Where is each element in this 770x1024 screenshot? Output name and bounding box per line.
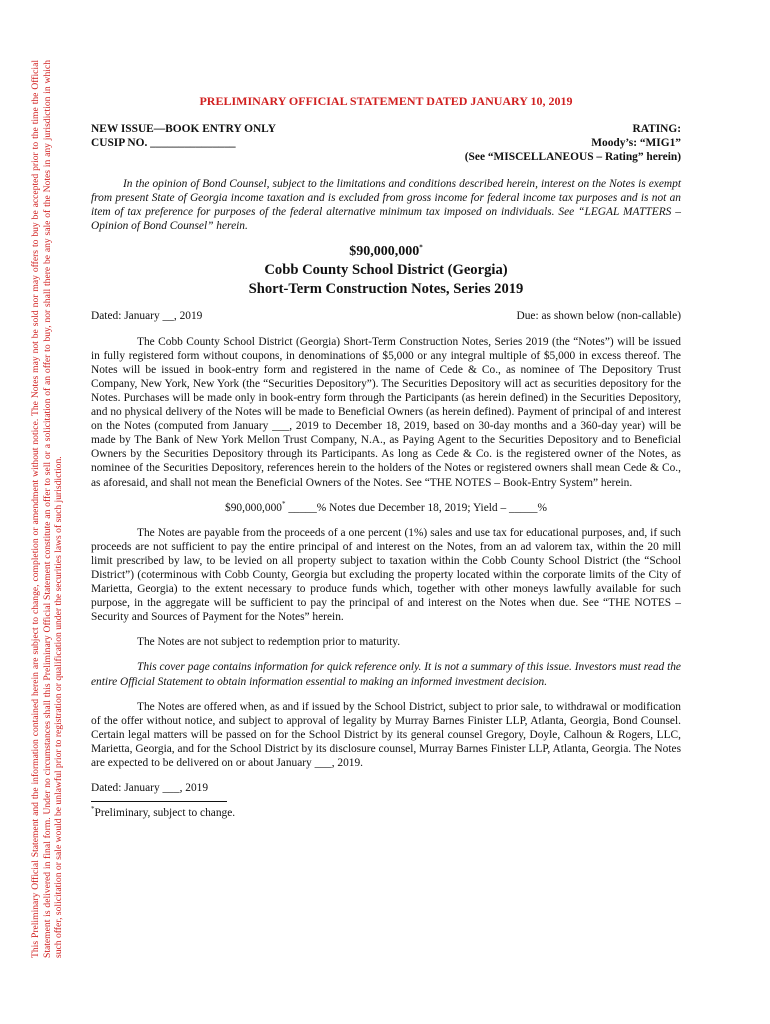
rating-reference: (See “MISCELLANEOUS – Rating” herein)	[464, 151, 681, 164]
title-block	[91, 243, 681, 299]
maturity-asterisk: *	[281, 499, 286, 508]
cusip-label: CUSIP NO. _______________	[91, 137, 236, 150]
footnote	[91, 806, 681, 820]
preliminary-asterisk: *	[419, 243, 423, 252]
preliminary-title: PRELIMINARY OFFICIAL STATEMENT DATED JANUARY 10, 2019	[199, 94, 573, 108]
footnote-marker: *	[91, 805, 95, 814]
redemption-paragraph: The Notes are not subject to redemption prior to maturity.	[137, 636, 401, 649]
bond-counsel-opinion: In the opinion of Bond Counsel, subject to the limitations and conditions described herein, interest on the Notes is exempt from present State of Georgia income taxation and is excluded from gross income for federal income tax purposes and is not an item of tax preference for purposes of the federal alternative minimum tax imposed on individuals. See “LEGAL MATTERS – Opinion of Bond Counsel” herein.	[91, 178, 681, 233]
issue-info	[91, 122, 276, 164]
maturity-amount: $90,000,000	[225, 501, 282, 514]
series-name: Short-Term Construction Notes, Series 2019	[248, 281, 524, 298]
principal-amount	[91, 243, 681, 261]
amount-text: $90,000,000	[349, 244, 420, 260]
footnote-text: Preliminary, subject to change.	[94, 807, 236, 820]
issuer-name: Cobb County School District (Georgia)	[264, 262, 508, 279]
red-legend-margin	[30, 60, 80, 958]
due-date: Due: as shown below (non-callable)	[516, 310, 681, 323]
security-paragraph: The Notes are payable from the proceeds of a one percent (1%) sales and use tax for educational purposes, and, if such proceeds are not sufficient to pay the entire principal of and interest on the Notes, from an ad valorem tax, within the 20 mill limit prescribed by law, to be levied on all property subject to taxation within the Cobb County School District (the “School District”) (coterminous with Cobb County, Georgia but excluding the property located within the corporate limits of the City of Marietta, Georgia) to the extent necessary to produce funds which, together with other moneys lawfully available for such purpose, in the aggregate will be sufficient to pay the principal of and interest on the Notes when due. See “THE NOTES – Security and Sources of Payment for the Notes” herein.	[91, 526, 681, 624]
quick-reference-paragraph: This cover page contains information for quick reference only. It is not a summary of this issue. Investors must read the entire Official Statement to obtain information essential to making an informed investment decision.	[91, 661, 681, 688]
new-issue-label: NEW ISSUE—BOOK ENTRY ONLY	[91, 123, 276, 136]
offering-paragraph: The Notes are offered when, as and if issued by the School District, subject to prior sale, to withdrawal or modification of the offer without notice, and subject to approval of legality by Murray Barnes Finister LLP, Atlanta, Georgia, Bond Counsel. Certain legal matters will be passed on for the School District by its general counsel Gregory, Doyle, Calhoun & Rogers, LLC, Marietta, Georgia, and for the School District by its disclosure counsel, Murray Barnes Finister LLP, Atlanta, Georgia. The Notes are expected to be delivered on or about January ___, 2019.	[91, 700, 681, 769]
notes-description-paragraph: The Cobb County School District (Georgia) Short-Term Construction Notes, Series 2019 (the “Notes”) will be issued in fully registered form without coupons, in denominations of $5,000 or any integral multiple of $5,000 in excess thereof. The Notes will be issued in book-entry form and registered in the name of Cede & Co., as nominee of The Depository Trust Company, New York, New York (the “Securities Depository”). The Securities Depository will act as securities depository for the Notes. Purchases will be made only in book-entry form through the Participants (as herein defined) in the Securities Depository, and no physical delivery of the Notes will be made to Beneficial Owners (as herein defined). Payment of principal of and interest on the Notes (computed from January ___, 2019 to December 18, 2019, based on 30-day months and a 360-day year) will be made by The Bank of New York Mellon Trust Company, N.A., as Paying Agent to the Securities Depository and to Beneficial Owners by the Securities Depository through its Participants. As long as Cede & Co. is the registered owner of the Notes, as nominee of the Securities Depository, references herein to the holders of the Notes or registered owners shall mean Cede & Co., as aforesaid, and shall not mean the Beneficial Owners of the Notes. See “THE NOTES – Book-Entry System” herein.	[91, 335, 681, 489]
red-herring-legend: This Preliminary Official Statement and the information contained herein are subject to change, completion or amendment without notice. The Notes may not be sold nor may offers to buy be accepted prior to the time the Official Statement is delivered in final form. Under no circumstances shall this Preliminary Official Statement constitute an offer to sell or a solicitation of an offer to buy, nor shall there be any sale of the Notes in any jurisdiction in which such offer, solicitation or sale would be unlawful prior to registration or qualification under the securities laws of such jurisdiction.	[30, 60, 64, 958]
rating-label: RATING:	[632, 123, 681, 136]
dated-bottom: Dated: January ___, 2019	[91, 782, 209, 795]
rating-info	[465, 122, 681, 164]
maturity-terms: _____% Notes due December 18, 2019; Yield – _____%	[285, 501, 547, 514]
footnote-divider	[91, 801, 227, 802]
issue-header	[91, 122, 681, 164]
dated-date: Dated: January __, 2019	[91, 310, 203, 323]
dated-due-row	[91, 309, 681, 323]
maturity-schedule-line	[91, 501, 681, 515]
moodys-rating: Moody’s: “MIG1”	[591, 137, 681, 150]
cover-page-content	[91, 94, 681, 820]
